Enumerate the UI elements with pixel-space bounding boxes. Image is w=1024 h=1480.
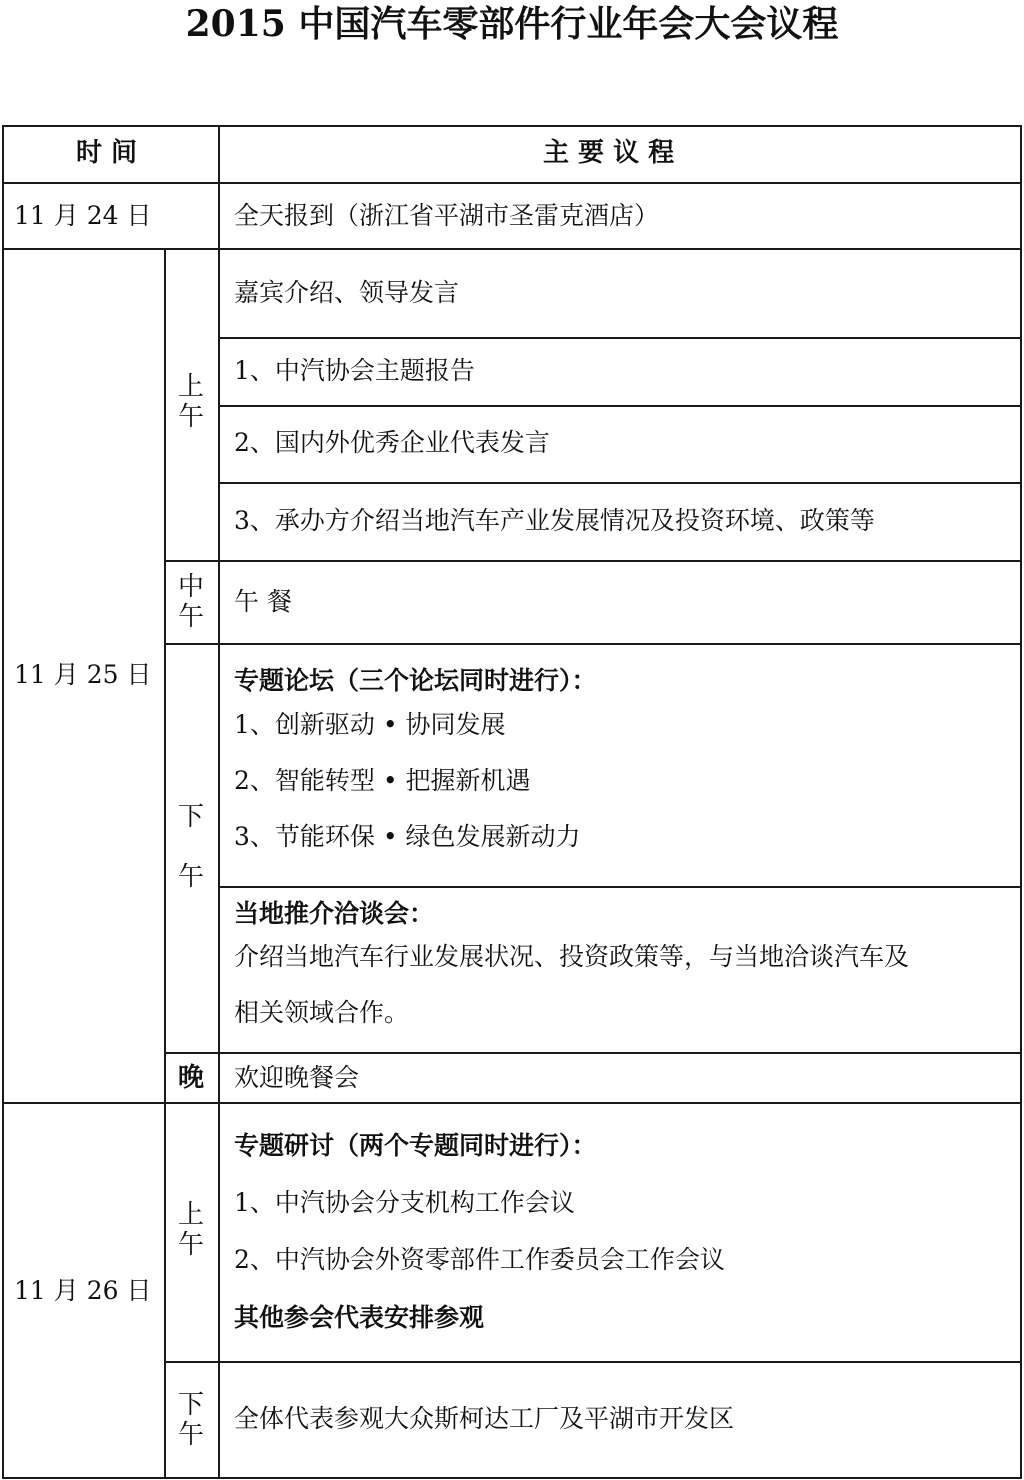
row-divider <box>164 560 1022 562</box>
seminar-item: 1、中汽协会分支机构工作会议 <box>234 1188 575 1217</box>
agenda-item: 嘉宾介绍、领导发言 <box>234 278 460 307</box>
period-afternoon-label: 下 午 <box>177 1390 204 1450</box>
agenda-table <box>2 125 1022 1479</box>
column-divider <box>164 1102 166 1479</box>
row-divider <box>164 1052 1022 1054</box>
forum-item: 1、创新驱动 • 协同发展 <box>234 710 506 739</box>
date-nov-24: 11 月 24 日 <box>14 201 152 230</box>
period-evening-label: 晚 <box>177 1063 204 1093</box>
column-divider <box>218 125 220 1479</box>
row-divider <box>2 1102 1022 1104</box>
tour-item: 全体代表参观大众斯柯达工厂及平湖市开发区 <box>234 1404 735 1433</box>
row-divider <box>2 248 1022 250</box>
period-noon-label: 中 午 <box>177 572 204 632</box>
agenda-item: 2、国内外优秀企业代表发言 <box>234 428 550 457</box>
row-divider <box>2 182 1022 184</box>
forum-item: 3、节能环保 • 绿色发展新动力 <box>234 822 581 851</box>
promo-title: 当地推介洽谈会： <box>234 899 435 928</box>
date-nov-25: 11 月 25 日 <box>14 660 152 689</box>
period-afternoon-label: 下 午 <box>177 802 204 892</box>
agenda-item: 3、承办方介绍当地汽车产业发展情况及投资环境、政策等 <box>234 506 875 535</box>
forum-title: 专题论坛（三个论坛同时进行）： <box>234 666 597 695</box>
dinner-item: 欢迎晚餐会 <box>234 1063 360 1092</box>
seminar-title: 专题研讨（两个专题同时进行）： <box>234 1131 597 1160</box>
registration-item: 全天报到（浙江省平湖市圣雷克酒店） <box>234 201 660 230</box>
row-divider <box>218 886 1022 888</box>
forum-item: 2、智能转型 • 把握新机遇 <box>234 766 531 795</box>
row-divider <box>164 1361 1022 1363</box>
row-divider <box>218 337 1022 339</box>
header-agenda: 主 要 议 程 <box>543 138 675 168</box>
header-time: 时 间 <box>76 138 138 168</box>
date-nov-26: 11 月 26 日 <box>14 1276 152 1305</box>
period-morning-label: 上 午 <box>177 372 204 432</box>
row-divider <box>164 643 1022 645</box>
promo-text: 相关领域合作。 <box>234 998 410 1027</box>
promo-text: 介绍当地汽车行业发展状况、投资政策等，与当地洽谈汽车及 <box>234 942 910 971</box>
period-morning-label: 上 午 <box>177 1200 204 1260</box>
seminar-item: 2、中汽协会外资零部件工作委员会工作会议 <box>234 1245 725 1274</box>
row-divider <box>218 482 1022 484</box>
agenda-item: 1、中汽协会主题报告 <box>234 356 475 385</box>
lunch-item: 午 餐 <box>234 587 292 616</box>
row-divider <box>218 405 1022 407</box>
document-title: 2015 中国汽车零部件行业年会大会议程 <box>185 3 839 45</box>
column-divider <box>164 248 166 1103</box>
visit-others-item: 其他参会代表安排参观 <box>234 1303 485 1332</box>
